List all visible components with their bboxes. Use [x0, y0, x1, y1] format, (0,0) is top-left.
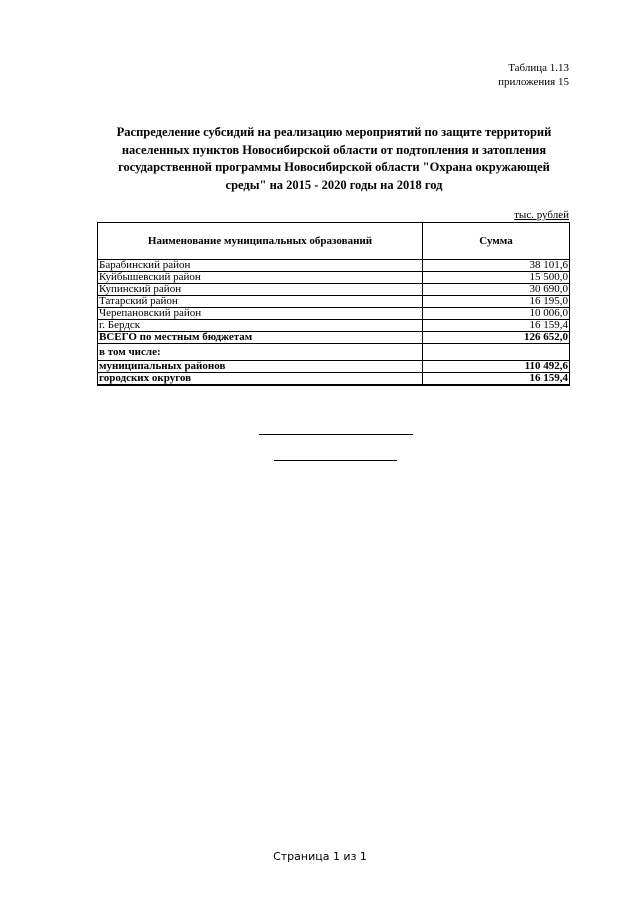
title-line: государственной программы Новосибирской области "Охрана окружающей [118, 160, 550, 174]
table-row [98, 320, 570, 332]
units-label: тыс. рублей [514, 209, 569, 221]
table-row [98, 284, 570, 296]
including-row [98, 344, 570, 361]
subtotal-label: городских округов [98, 373, 423, 386]
row-name: Купинский район [98, 284, 423, 296]
row-amount: 16 159,4 [423, 320, 570, 332]
table-header-row [98, 223, 570, 260]
table-reference [498, 61, 569, 89]
including-label: в том числе: [98, 344, 423, 361]
including-amount [423, 344, 570, 361]
subtotal-amount: 110 492,6 [423, 361, 570, 373]
row-amount: 15 500,0 [423, 272, 570, 284]
title-line: среды" на 2015 - 2020 годы на 2018 год [225, 177, 443, 192]
subtotal-row [98, 373, 570, 386]
row-amount: 30 690,0 [423, 284, 570, 296]
table-row [98, 260, 570, 272]
table-row [98, 296, 570, 308]
title-line: населенных пунктов Новосибирской области от подтопления и затопления [121, 142, 547, 157]
total-label: ВСЕГО по местным бюджетам [98, 332, 423, 344]
row-name: Татарский район [98, 296, 423, 308]
title-line: Распределение субсидий на реализацию мероприятий по защите территорий [116, 125, 552, 139]
total-amount: 126 652,0 [423, 332, 570, 344]
row-amount: 16 195,0 [423, 296, 570, 308]
page-number: Страница 1 из 1 [273, 850, 367, 863]
column-header-amount: Сумма [423, 223, 570, 260]
row-amount: 10 006,0 [423, 308, 570, 320]
row-name: г. Бердск [98, 320, 423, 332]
subtotal-row [98, 361, 570, 373]
row-name: Куйбышевский район [98, 272, 423, 284]
row-amount: 38 101,6 [423, 260, 570, 272]
row-name: Барабинский район [98, 260, 423, 272]
total-row [98, 332, 570, 344]
subtotal-label: муниципальных районов [98, 361, 423, 373]
column-header-name: Наименование муниципальных образований [98, 223, 423, 260]
table-number: Таблица 1.13 [508, 62, 569, 74]
row-name: Черепановский район [98, 308, 423, 320]
separator-line [274, 460, 397, 461]
separator-line [259, 434, 413, 435]
appendix-number: приложения 15 [498, 76, 569, 88]
subsidy-table [97, 222, 570, 386]
document-title [98, 124, 570, 194]
table-row [98, 272, 570, 284]
subtotal-amount: 16 159,4 [423, 373, 570, 386]
table-row [98, 308, 570, 320]
